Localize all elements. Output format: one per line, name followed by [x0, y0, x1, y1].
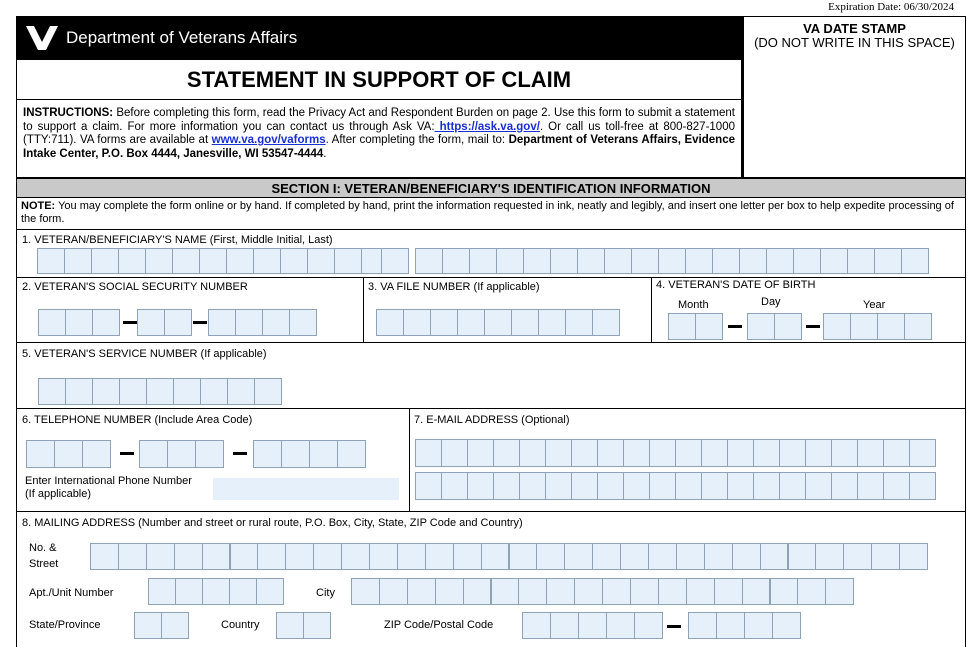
email-char-box[interactable] [519, 472, 546, 500]
street-char-box[interactable] [732, 543, 761, 570]
dob-year-char-box[interactable] [850, 313, 878, 340]
email-char-box[interactable] [805, 472, 832, 500]
last-name-char-box[interactable] [793, 248, 821, 274]
dob-year-label: Year [863, 299, 886, 311]
zip-extension-char-box[interactable] [716, 612, 745, 639]
ssn-part-3-char-box[interactable] [289, 309, 317, 336]
dash [728, 325, 742, 328]
intl-phone-label: Enter International Phone Number [25, 475, 192, 487]
street-char-box[interactable] [453, 543, 482, 570]
street-char-box[interactable] [509, 543, 538, 570]
ssn-part-3-char-box[interactable] [208, 309, 236, 336]
email-char-box[interactable] [467, 472, 494, 500]
ssn-part-1-char-box[interactable] [38, 309, 66, 336]
email-char-box[interactable] [805, 439, 832, 467]
city-char-box[interactable] [658, 578, 687, 605]
city-char-box[interactable] [435, 578, 464, 605]
ssn-part-2-char-box[interactable] [164, 309, 192, 336]
dob-year-char-box[interactable] [823, 313, 851, 340]
va-file-number-char-box[interactable] [484, 309, 512, 336]
email-char-box[interactable] [753, 472, 780, 500]
first-name-char-box[interactable] [307, 248, 335, 274]
ssn-part-1-char-box[interactable] [92, 309, 120, 336]
country-char-box[interactable] [276, 612, 304, 639]
email-char-box[interactable] [623, 439, 650, 467]
phone-prefix-char-box[interactable] [167, 440, 196, 468]
email-char-box[interactable] [493, 439, 520, 467]
email-char-box[interactable] [493, 472, 520, 500]
email-char-box[interactable] [857, 439, 884, 467]
last-name-char-box[interactable] [847, 248, 875, 274]
first-name-char-box[interactable] [253, 248, 281, 274]
service-number-char-box[interactable] [200, 378, 228, 405]
first-name-char-box[interactable] [226, 248, 254, 274]
street-char-box[interactable] [843, 543, 872, 570]
street-char-box[interactable] [285, 543, 314, 570]
apt-char-box[interactable] [202, 578, 230, 605]
first-name-char-box[interactable] [172, 248, 200, 274]
zip-extension-char-box[interactable] [772, 612, 801, 639]
first-name-char-box[interactable] [118, 248, 146, 274]
zip-char-box[interactable] [550, 612, 579, 639]
phone-line-char-box[interactable] [337, 440, 366, 468]
email-char-box[interactable] [519, 439, 546, 467]
dob-year-char-box[interactable] [904, 313, 932, 340]
va-file-number-char-box[interactable] [592, 309, 620, 336]
instructions-text-1: Before completing this form, read the Privacy Act and Respondent Burden on page 2. Use this form to submit a statement to support a claim. For more information you can contact us through Ask VA: [23, 107, 735, 133]
last-name-char-box[interactable] [550, 248, 578, 274]
apt-label: Apt./Unit Number [29, 587, 114, 599]
city-char-box[interactable] [714, 578, 743, 605]
phone-line-char-box[interactable] [281, 440, 310, 468]
service-number-char-box[interactable] [173, 378, 201, 405]
email-char-box[interactable] [727, 439, 754, 467]
city-char-box[interactable] [602, 578, 631, 605]
phone-email-section [16, 409, 966, 512]
phone-area-code-char-box[interactable] [26, 440, 55, 468]
street-char-box[interactable] [90, 543, 119, 570]
last-name-char-box[interactable] [874, 248, 902, 274]
mailing-address-label: 8. MAILING ADDRESS (Number and street or rural route, P.O. Box, City, State, ZIP Code and Country) [22, 517, 523, 529]
mailing-address-text: Department of Veterans Affairs, Evidence Intake Center, P.O. Box 4444, Janesville, WI 53547-4444 [23, 134, 735, 160]
instructions-end: . [323, 147, 327, 160]
city-char-box[interactable] [770, 578, 799, 605]
last-name-char-box[interactable] [631, 248, 659, 274]
street-char-box[interactable] [676, 543, 705, 570]
va-file-number-char-box[interactable] [565, 309, 593, 336]
last-name-char-box[interactable] [523, 248, 551, 274]
street-char-box[interactable] [481, 543, 510, 570]
last-name-char-box[interactable] [739, 248, 767, 274]
dob-day-char-box[interactable] [747, 313, 775, 340]
instructions [16, 100, 742, 178]
phone-area-code-char-box[interactable] [54, 440, 83, 468]
last-name-char-box[interactable] [604, 248, 632, 274]
first-name-char-box[interactable] [37, 248, 65, 274]
phone-label: 6. TELEPHONE NUMBER (Include Area Code) [22, 414, 253, 426]
street-char-box[interactable] [899, 543, 928, 570]
email-char-box[interactable] [779, 472, 806, 500]
email-char-box[interactable] [883, 472, 910, 500]
zip-extension-char-box[interactable] [744, 612, 773, 639]
ssn-file-dob-section [16, 278, 966, 343]
email-char-box[interactable] [701, 472, 728, 500]
street-char-box[interactable] [536, 543, 565, 570]
phone-prefix-char-box[interactable] [195, 440, 224, 468]
zip-char-box[interactable] [578, 612, 607, 639]
zip-label: ZIP Code/Postal Code [384, 619, 494, 631]
email-char-box[interactable] [415, 439, 442, 467]
email-char-box[interactable] [909, 439, 936, 467]
last-name-char-box[interactable] [415, 248, 443, 274]
email-char-box[interactable] [597, 472, 624, 500]
country-char-box[interactable] [303, 612, 331, 639]
phone-line-char-box[interactable] [309, 440, 338, 468]
city-char-box[interactable] [742, 578, 771, 605]
street-char-box[interactable] [341, 543, 370, 570]
apt-char-box[interactable] [229, 578, 257, 605]
instructions-lead: INSTRUCTIONS: [23, 107, 114, 119]
apt-char-box[interactable] [148, 578, 176, 605]
dash [193, 321, 207, 324]
intl-phone-label-2: (If applicable) [25, 488, 92, 500]
first-name-char-box[interactable] [199, 248, 227, 274]
dob-month-label: Month [678, 299, 709, 311]
street-label: No. & [29, 542, 57, 554]
zip-char-box[interactable] [606, 612, 635, 639]
stamp-title: VA DATE STAMP [803, 21, 906, 36]
street-char-box[interactable] [146, 543, 175, 570]
email-char-box[interactable] [753, 439, 780, 467]
email-char-box[interactable] [831, 472, 858, 500]
email-char-box[interactable] [701, 439, 728, 467]
mailing-address-section [16, 512, 966, 647]
ssn-part-3-char-box[interactable] [262, 309, 290, 336]
apt-char-box[interactable] [175, 578, 203, 605]
zip-char-box[interactable] [634, 612, 663, 639]
email-char-box[interactable] [649, 439, 676, 467]
last-name-char-box[interactable] [685, 248, 713, 274]
city-char-box[interactable] [686, 578, 715, 605]
va-file-number-char-box[interactable] [511, 309, 539, 336]
last-name-char-box[interactable] [577, 248, 605, 274]
service-number-char-box[interactable] [254, 378, 282, 405]
first-name-char-box[interactable] [91, 248, 119, 274]
service-number-char-box[interactable] [119, 378, 147, 405]
ask-va-link[interactable]: https://ask.va.gov/ [434, 120, 540, 133]
form-header [16, 16, 742, 60]
city-char-box[interactable] [797, 578, 826, 605]
dob-year-char-box[interactable] [877, 313, 905, 340]
city-char-box[interactable] [546, 578, 575, 605]
email-char-box[interactable] [675, 472, 702, 500]
dash [667, 625, 681, 628]
note-lead: NOTE: [21, 200, 56, 212]
ssn-label: 2. VETERAN'S SOCIAL SECURITY NUMBER [22, 281, 248, 293]
street-char-box[interactable] [648, 543, 677, 570]
apt-char-box[interactable] [256, 578, 284, 605]
zip-char-box[interactable] [522, 612, 551, 639]
street-char-box[interactable] [369, 543, 398, 570]
last-name-char-box[interactable] [820, 248, 848, 274]
last-name-char-box[interactable] [901, 248, 929, 274]
email-char-box[interactable] [415, 472, 442, 500]
street-char-box[interactable] [620, 543, 649, 570]
va-file-number-char-box[interactable] [430, 309, 458, 336]
city-char-box[interactable] [491, 578, 520, 605]
street-char-box[interactable] [257, 543, 286, 570]
service-number-label: 5. VETERAN'S SERVICE NUMBER (If applicable) [22, 348, 267, 360]
divider [651, 278, 652, 343]
service-number-char-box[interactable] [92, 378, 120, 405]
phone-area-code-char-box[interactable] [82, 440, 111, 468]
dob-month-char-box[interactable] [668, 313, 696, 340]
city-char-box[interactable] [379, 578, 408, 605]
expiration-date: Expiration Date: 06/30/2024 [828, 1, 954, 13]
phone-line-char-box[interactable] [253, 440, 282, 468]
ssn-part-2-char-box[interactable] [137, 309, 165, 336]
city-char-box[interactable] [407, 578, 436, 605]
email-char-box[interactable] [571, 439, 598, 467]
va-file-number-char-box[interactable] [457, 309, 485, 336]
service-number-char-box[interactable] [146, 378, 174, 405]
state-char-box[interactable] [134, 612, 162, 639]
street-char-box[interactable] [425, 543, 454, 570]
street-char-box[interactable] [174, 543, 203, 570]
street-char-box[interactable] [397, 543, 426, 570]
email-char-box[interactable] [675, 439, 702, 467]
intl-phone-input[interactable] [213, 478, 399, 500]
email-char-box[interactable] [623, 472, 650, 500]
instructions-text-3: . After completing the form, mail to: [325, 134, 509, 146]
street-char-box[interactable] [871, 543, 900, 570]
stamp-subtitle: (DO NOT WRITE IN THIS SPACE) [754, 35, 955, 50]
section-1-header: SECTION I: VETERAN/BENEFICIARY'S IDENTIFICATION INFORMATION [16, 178, 966, 198]
email-char-box[interactable] [727, 472, 754, 500]
last-name-char-box[interactable] [469, 248, 497, 274]
service-number-char-box[interactable] [65, 378, 93, 405]
dob-month-char-box[interactable] [695, 313, 723, 340]
street-char-box[interactable] [592, 543, 621, 570]
dob-day-label: Day [761, 296, 781, 308]
va-file-number-char-box[interactable] [403, 309, 431, 336]
va-file-label: 3. VA FILE NUMBER (If applicable) [368, 281, 540, 293]
street-char-box[interactable] [564, 543, 593, 570]
va-logo-icon [24, 22, 60, 52]
divider [409, 409, 410, 512]
va-file-number-char-box[interactable] [376, 309, 404, 336]
email-char-box[interactable] [571, 472, 598, 500]
city-label: City [316, 587, 335, 599]
email-char-box[interactable] [831, 439, 858, 467]
name-section [16, 229, 966, 278]
last-name-char-box[interactable] [442, 248, 470, 274]
dash [120, 452, 134, 455]
va-forms-link[interactable]: www.va.gov/vaforms [211, 134, 326, 146]
form-title: STATEMENT IN SUPPORT OF CLAIM [16, 60, 742, 100]
department-name: Department of Veterans Affairs [66, 28, 298, 47]
email-char-box[interactable] [441, 439, 468, 467]
zip-extension-char-box[interactable] [688, 612, 717, 639]
city-char-box[interactable] [351, 578, 380, 605]
dash [806, 325, 820, 328]
first-name-char-box[interactable] [280, 248, 308, 274]
email-char-box[interactable] [883, 439, 910, 467]
email-char-box[interactable] [545, 439, 572, 467]
va-file-number-char-box[interactable] [538, 309, 566, 336]
street-char-box[interactable] [760, 543, 789, 570]
name-label: 1. VETERAN/BENEFICIARY'S NAME (First, Middle Initial, Last) [22, 234, 333, 246]
dash [233, 452, 247, 455]
country-label: Country [221, 619, 260, 631]
email-char-box[interactable] [857, 472, 884, 500]
city-char-box[interactable] [825, 578, 854, 605]
dash [123, 321, 137, 324]
street-char-box[interactable] [704, 543, 733, 570]
last-name-char-box[interactable] [766, 248, 794, 274]
city-char-box[interactable] [463, 578, 492, 605]
first-name-char-box[interactable] [64, 248, 92, 274]
divider [363, 278, 364, 343]
email-char-box[interactable] [597, 439, 624, 467]
phone-prefix-char-box[interactable] [139, 440, 168, 468]
last-name-char-box[interactable] [712, 248, 740, 274]
city-char-box[interactable] [574, 578, 603, 605]
instructions-text-2: . Or call us toll-free at 800-827-1000 (TTY:711). VA forms are available at [23, 120, 735, 146]
state-char-box[interactable] [161, 612, 189, 639]
street-char-box[interactable] [788, 543, 817, 570]
street-char-box[interactable] [202, 543, 231, 570]
service-number-char-box[interactable] [227, 378, 255, 405]
email-char-box[interactable] [441, 472, 468, 500]
street-char-box[interactable] [118, 543, 147, 570]
city-char-box[interactable] [518, 578, 547, 605]
state-label: State/Province [29, 619, 101, 631]
email-label: 7. E-MAIL ADDRESS (Optional) [414, 414, 570, 426]
email-char-box[interactable] [779, 439, 806, 467]
email-char-box[interactable] [545, 472, 572, 500]
service-number-section [16, 343, 966, 409]
va-date-stamp-area [742, 16, 966, 178]
last-name-char-box[interactable] [496, 248, 524, 274]
city-char-box[interactable] [630, 578, 659, 605]
email-char-box[interactable] [649, 472, 676, 500]
street-char-box[interactable] [313, 543, 342, 570]
first-name-char-box[interactable] [334, 248, 362, 274]
street-char-box[interactable] [230, 543, 259, 570]
street-label-2: Street [29, 558, 59, 570]
email-char-box[interactable] [467, 439, 494, 467]
last-name-char-box[interactable] [658, 248, 686, 274]
ssn-part-1-char-box[interactable] [65, 309, 93, 336]
email-char-box[interactable] [909, 472, 936, 500]
note-text: You may complete the form online or by hand. If completed by hand, print the information requested in ink, neatly and legibly, and insert one letter per box to help expedite processing of the form. [21, 200, 954, 225]
middle-initial-box-char-box[interactable] [381, 248, 409, 274]
dob-day-char-box[interactable] [774, 313, 802, 340]
street-char-box[interactable] [815, 543, 844, 570]
note [16, 198, 966, 229]
service-number-char-box[interactable] [38, 378, 66, 405]
first-name-char-box[interactable] [145, 248, 173, 274]
dob-label: 4. VETERAN'S DATE OF BIRTH [656, 279, 816, 291]
ssn-part-3-char-box[interactable] [235, 309, 263, 336]
